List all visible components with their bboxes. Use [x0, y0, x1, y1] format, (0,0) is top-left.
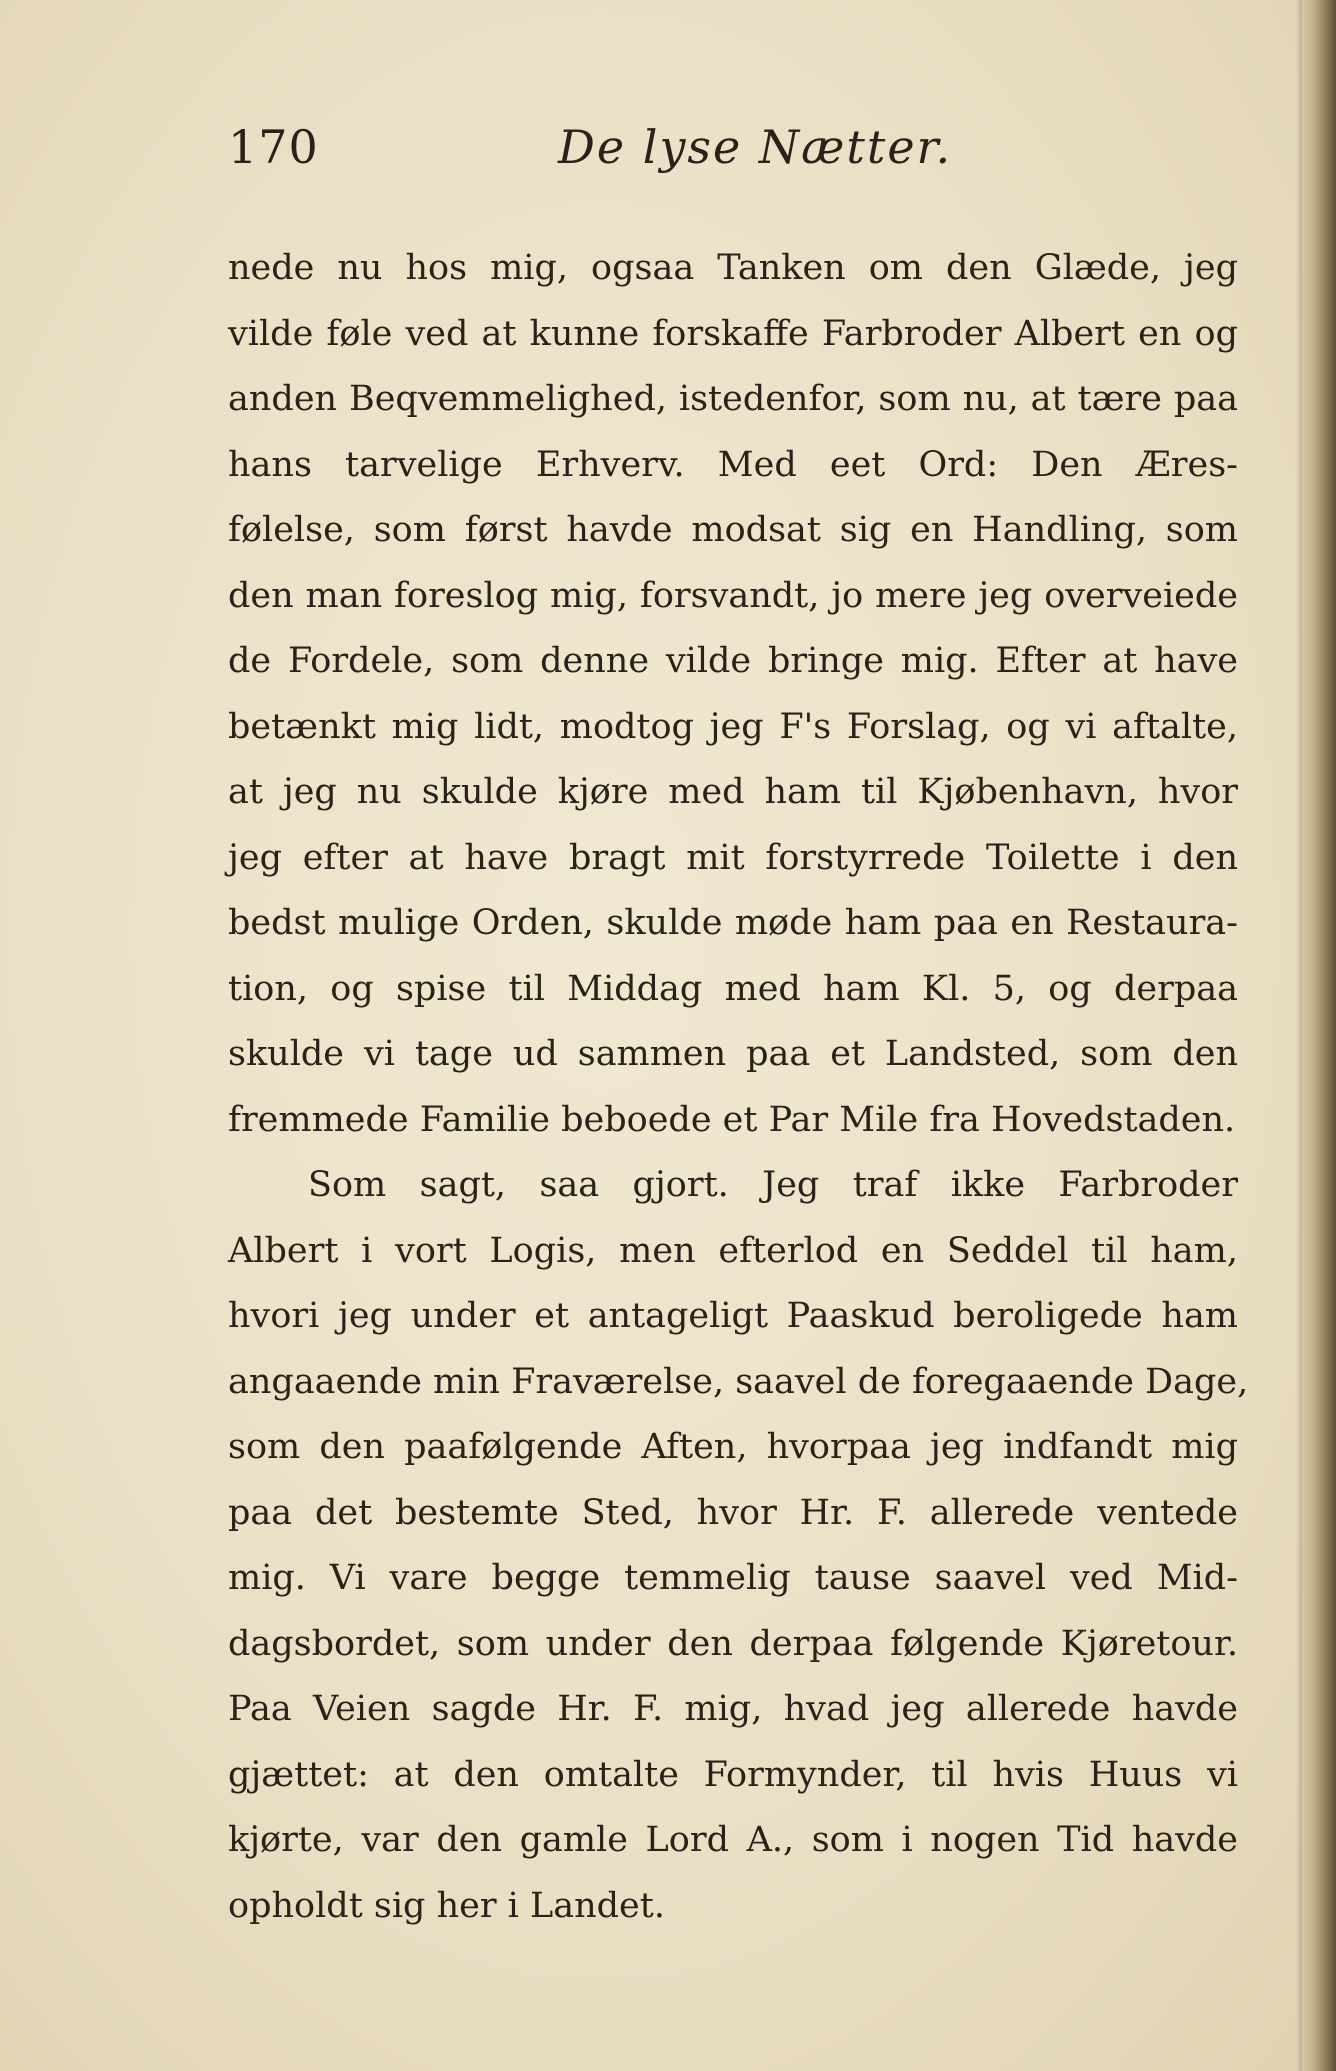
- paragraph-end-line: fremmede Familie beboede et Par Mile fra Hovedstaden.: [228, 1099, 1236, 1140]
- page-number: 170: [228, 120, 319, 174]
- text-line: jeg efter at have bragt mit forstyrrede Toilette i den: [228, 837, 1238, 878]
- text-line: kjørte, var den gamle Lord A., som i nogen Tid havde: [228, 1820, 1238, 1860]
- paragraph-end-line: opholdt sig her i Landet.: [228, 1885, 665, 1926]
- text-line: bedst mulige Orden, skulde møde ham paa en Restaura-: [228, 903, 1238, 943]
- text-line: vilde føle ved at kunne forskaffe Farbroder Albert en og: [228, 313, 1238, 354]
- text-line: hans tarvelige Erhverv. Med eet Ord: Den Æres-: [228, 444, 1238, 485]
- text-line: dagsbordet, som under den derpaa følgende Kjøretour.: [228, 1623, 1238, 1664]
- text-line: mig. Vi vare begge temmelig tause saavel ved Mid-: [228, 1558, 1238, 1598]
- body-text: [228, 236, 1249, 1939]
- text-line: hvori jeg under et antageligt Paaskud beroligede ham: [228, 1296, 1238, 1336]
- text-line: nede nu hos mig, ogsaa Tanken om den Glæde, jeg: [228, 248, 1238, 288]
- running-title: De lyse Nætter.: [558, 120, 953, 174]
- text-line: de Fordele, som denne vilde bringe mig. Efter at have: [228, 641, 1238, 681]
- text-line: anden Beqvemmelighed, istedenfor, som nu, at tære paa: [228, 379, 1238, 419]
- text-line: Albert i vort Logis, men efterlod en Seddel til ham,: [228, 1230, 1238, 1271]
- text-line: paa det bestemte Sted, hvor Hr. F. allerede ventede: [228, 1492, 1238, 1533]
- paragraph-start-line: Som sagt, saa gjort. Jeg traf ikke Farbroder: [308, 1165, 1238, 1205]
- text-line: betænkt mig lidt, modtog jeg F's Forslag, og vi aftalte,: [228, 706, 1238, 747]
- page-header: [228, 120, 1238, 190]
- text-line: tion, og spise til Middag med ham Kl. 5, og derpaa: [228, 968, 1238, 1009]
- text-line: følelse, som først havde modsat sig en Handling, som: [228, 510, 1238, 550]
- text-line: angaaende min Fraværelse, saavel de foregaaende Dage,: [228, 1361, 1249, 1402]
- text-line: skulde vi tage ud sammen paa et Landsted, som den: [228, 1034, 1238, 1074]
- text-line: gjættet: at den omtalte Formynder, til hvis Huus vi: [228, 1754, 1238, 1795]
- text-line: at jeg nu skulde kjøre med ham til Kjøbenhavn, hvor: [228, 772, 1238, 812]
- text-line: som den paafølgende Aften, hvorpaa jeg indfandt mig: [228, 1427, 1238, 1467]
- text-line: Paa Veien sagde Hr. F. mig, hvad jeg allerede havde: [228, 1689, 1238, 1729]
- text-line: den man foreslog mig, forsvandt, jo mere jeg overveiede: [228, 575, 1238, 616]
- book-spine-edge: [1302, 0, 1336, 2071]
